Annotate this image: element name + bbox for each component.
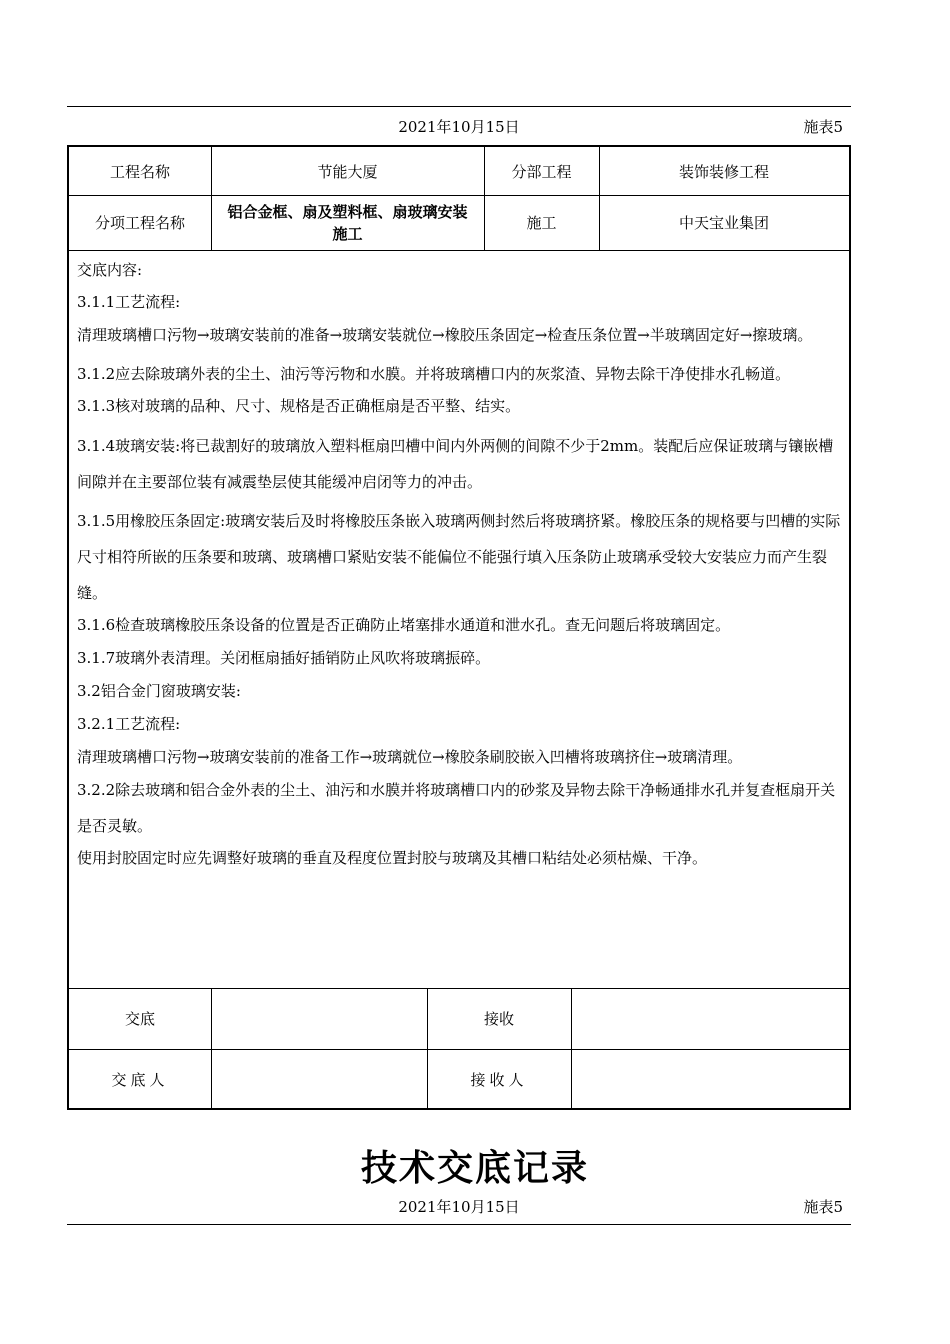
bottom-rule [67, 1224, 851, 1225]
receive-sign-field[interactable] [571, 988, 849, 1049]
subitem-label: 分项工程名称 [94, 214, 185, 232]
content-line: 3.2.1工艺流程: [77, 715, 181, 733]
footer-dateline [67, 1196, 851, 1218]
page-title: 技术交底记录 [360, 1148, 589, 1189]
receive-label: 接收 [483, 1010, 514, 1028]
content-line: 3.1.7玻璃外表清理。关闭框扇插好插销防止风吹将玻璃振碎。 [77, 649, 491, 667]
content-line: 清理玻璃槽口污物→玻璃安装前的准备工作→玻璃就位→橡胶条刷胶嵌入凹槽将玻璃挤住→玻璃清理。 [77, 748, 743, 766]
handover-person-label: 交底人 [111, 1071, 169, 1089]
receive-person-field[interactable] [571, 1049, 849, 1110]
content-heading: 交底内容: [77, 261, 143, 279]
content-line: 清理玻璃槽口污物→玻璃安装前的准备→玻璃安装就位→橡胶压条固定→检查压条位置→半玻璃固定好→擦玻璃。 [77, 326, 813, 344]
project-name-value: 节能大厦 [317, 162, 378, 181]
project-name-label: 工程名称 [109, 162, 170, 181]
receive-person-label: 接收人 [470, 1071, 528, 1089]
handover-sign-field[interactable] [211, 988, 427, 1049]
division-value: 装饰装修工程 [678, 162, 769, 181]
content-line: 3.1.5用橡胶压条固定:玻璃安装后及时将橡胶压条嵌入玻璃两侧封然后将玻璃挤紧。橡胶压条的规格要与凹槽的实际尺寸相符所嵌的压条要和玻璃、玻璃槽口紧贴安装不能偏位不能强行填入压条防止玻璃承受较大安装应力而产生裂缝。 [77, 512, 841, 602]
subitem-value: 铝合金框、扇及塑料框、扇玻璃安装施工 [227, 202, 468, 243]
content-line: 3.1.4玻璃安装:将已裁割好的玻璃放入塑料框扇凹槽中间内外两侧的间隙不少于2mm。装配后应保证玻璃与镶嵌槽间隙并在主要部位装有减震垫层使其能缓冲启闭等力的冲击。 [77, 437, 834, 491]
content-line: 3.2铝合金门窗玻璃安装: [77, 682, 241, 700]
content-line: 3.1.2应去除玻璃外表的尘土、油污等污物和水膜。并将玻璃槽口内的灰浆渣、异物去除干净使排水孔畅道。 [77, 365, 791, 383]
content-line: 3.1.1工艺流程: [77, 293, 181, 311]
content-line: 使用封胶固定时应先调整好玻璃的垂直及程度位置封胶与玻璃及其槽口粘结处必须枯燥、干净。 [77, 849, 708, 867]
header-date: 2021年10月15日 [398, 118, 520, 136]
content-line: 3.1.3核对玻璃的品种、尺寸、规格是否正确框扇是否平整、结实。 [77, 397, 521, 415]
disclosure-content [77, 259, 843, 869]
footer-form-number: 施表5 [803, 1198, 843, 1216]
content-line: 3.2.2除去玻璃和铝合金外表的尘土、油污和水膜并将玻璃槽口内的砂浆及异物去除干净畅通排水孔并复查框扇开关是否灵敏。 [77, 781, 836, 835]
footer-date: 2021年10月15日 [398, 1198, 520, 1216]
row-divider [69, 250, 849, 251]
handover-label: 交底 [124, 1010, 155, 1028]
disclosure-table [67, 145, 851, 1110]
header-dateline [67, 116, 851, 138]
top-rule [67, 106, 851, 107]
division-label: 分部工程 [511, 162, 572, 181]
handover-person-field[interactable] [211, 1049, 427, 1110]
header-form-number: 施表5 [803, 118, 843, 136]
construction-value: 中天宝业集团 [678, 214, 769, 232]
content-line: 3.1.6检查玻璃橡胶压条设备的位置是否正确防止堵塞排水通道和泄水孔。查无问题后将玻璃固定。 [77, 616, 731, 634]
construction-label: 施工 [526, 214, 557, 232]
